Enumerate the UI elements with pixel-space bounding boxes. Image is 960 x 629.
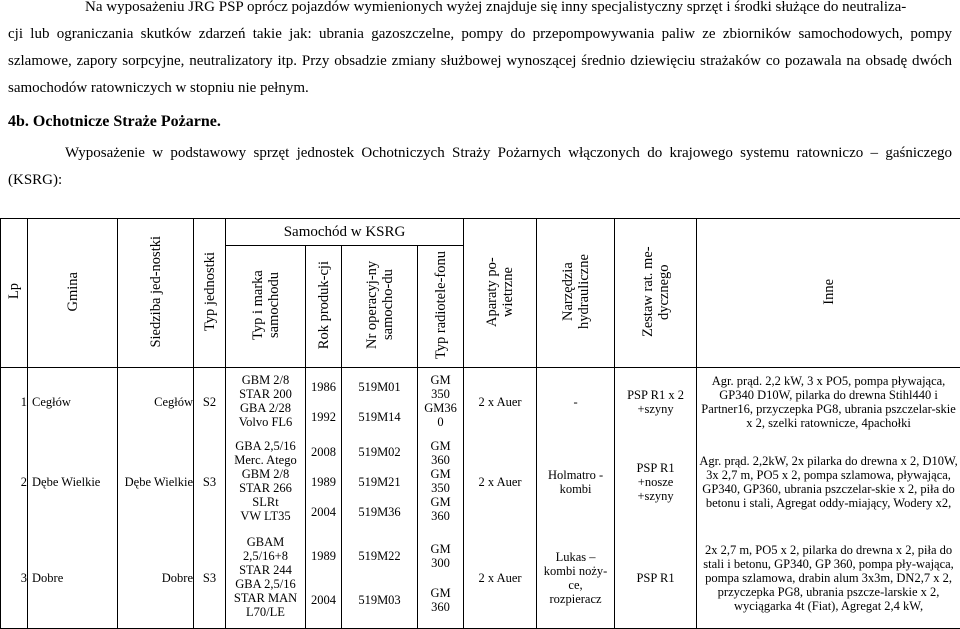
row-nr: 519M02 519M21 519M36 [342, 436, 418, 529]
row-aparaty: 2 x Auer [464, 529, 537, 629]
row-siedziba: Cegłów [118, 368, 194, 436]
row-inne: Agr. prąd. 2,2kW, 2x pilarka do drewna x 2, D10W, 3x 2,7 m, PO5 x 2, pompa szlamowa, pływająca, GP340, GP360, ubrania pszczelar-skie x 2, piła do betonu i stali, Agregat oddy-miający, Wodery x2, [697, 436, 960, 529]
row-gmina: Dobre [28, 529, 118, 629]
row-siedziba: Dębe Wielkie [118, 436, 194, 529]
row-gmina: Dębe Wielkie [28, 436, 118, 529]
intro-paragraph-rest: cji lub ograniczania skutków zdarzeń takie jak: ubrania gazoszczelne, pompy do przepompowywania paliw ze zbiorników samochodowych, pompy szlamowe, zapory sorpcyjne, neutralizatory itp. Przy obsadzie zmiany służbowej wynoszącej średnio dziewięciu strażaków co pozawala na obsadę dwóch samochodów ratowniczych w stopniu nie pełnym. [8, 21, 952, 102]
row-rok: 2008 1989 2004 [306, 436, 342, 529]
row-nr: 519M22 519M03 [342, 529, 418, 629]
row-zestaw: PSP R1 x 2 +szyny [615, 368, 697, 436]
row-gmina: Cegłów [28, 368, 118, 436]
row-narzedzia: Lukas – kombi noży- ce, rozpieracz [537, 529, 615, 629]
ksrg-equipment-table [0, 218, 960, 629]
row-zestaw: PSP R1 [615, 529, 697, 629]
header-zestaw: Zestaw rat. me-dycznego [615, 219, 697, 368]
row-nr: 519M01 519M14 [342, 368, 418, 436]
row-aparaty: 2 x Auer [464, 436, 537, 529]
header-typ-marka: Typ i marka samochodu [226, 246, 306, 368]
section-heading: 4b. Ochotnicze Straże Pożarne. [8, 110, 221, 134]
row-zestaw: PSP R1 +nosze +szyny [615, 436, 697, 529]
table-row [1, 529, 960, 629]
row-typ: S2 [194, 368, 226, 436]
row-narzedzia: Holmatro - kombi [537, 436, 615, 529]
header-typ-radio: Typ radiotele-fonu [418, 246, 464, 368]
row-marka: GBA 2,5/16 Merc. Atego GBM 2/8 STAR 266 SLRt VW LT35 [226, 436, 306, 529]
row-lp: 2 [1, 436, 28, 529]
row-marka: GBM 2/8 STAR 200 GBA 2/28 Volvo FL6 [226, 368, 306, 436]
row-typ: S3 [194, 436, 226, 529]
header-rok: Rok produk-cji [306, 246, 342, 368]
row-lp: 1 [1, 368, 28, 436]
ksrg-intro-paragraph: Wyposażenie w podstawowy sprzęt jednostek Ochotniczych Straży Pożarnych włączonych do krajowego systemu ratowniczo – gaśniczego (KSRG): [8, 140, 952, 194]
row-radio: GM 300 GM 360 [418, 529, 464, 629]
row-siedziba: Dobre [118, 529, 194, 629]
row-radio: GM 360 GM 350 GM 360 [418, 436, 464, 529]
row-radio: GM 350 GM36 0 [418, 368, 464, 436]
row-rok: 1986 1992 [306, 368, 342, 436]
row-narzedzia: - [537, 368, 615, 436]
header-gmina: Gmina [28, 219, 118, 368]
row-rok: 1989 2004 [306, 529, 342, 629]
row-inne: Agr. prąd. 2,2 kW, 3 x PO5, pompa pływająca, GP340 D10W, pilarka do drewna Stihl440 i Partner16, przyczepka PG8, ubrania pszczelar-skie x 2, szelki ratownicze, 4pachołki [697, 368, 960, 436]
row-aparaty: 2 x Auer [464, 368, 537, 436]
header-lp: Lp [1, 219, 28, 368]
intro-paragraph-line1: Na wyposażeniu JRG PSP oprócz pojazdów wymienionych wyżej znajduje się inny specjalistyczny sprzęt i środki służące do neutraliza- [8, 0, 952, 21]
row-inne: 2x 2,7 m, PO5 x 2, pilarka do drewna x 2, piła do stali i betonu, GP340, GP 360, pompa pły-wająca, pompa szlamowa, drabin alum 3x3m, DN2,7 x 2, przyczepka PG8, ubrania pszcze-larskie x 2, wyciągarka 4t (Fiat), Agregat 2,4 kW, [697, 529, 960, 629]
header-inne: Inne [697, 219, 960, 368]
header-siedziba: Siedziba jed-nostki [118, 219, 194, 368]
header-typ-jednostki: Typ jednostki [194, 219, 226, 368]
intro-paragraph [8, 0, 952, 102]
table-row [1, 436, 960, 529]
header-aparaty: Aparaty po-wietrzne [464, 219, 537, 368]
row-marka: GBAM 2,5/16+8 STAR 244 GBA 2,5/16 STAR MAN L70/LE [226, 529, 306, 629]
header-samochod-group: Samochód w KSRG [226, 219, 464, 246]
header-narzedzia: Narzędzia hydrauliczne [537, 219, 615, 368]
table-row [1, 368, 960, 436]
row-lp: 3 [1, 529, 28, 629]
header-nr-operacyjny: Nr operacyj-ny samocho-du [342, 246, 418, 368]
row-typ: S3 [194, 529, 226, 629]
